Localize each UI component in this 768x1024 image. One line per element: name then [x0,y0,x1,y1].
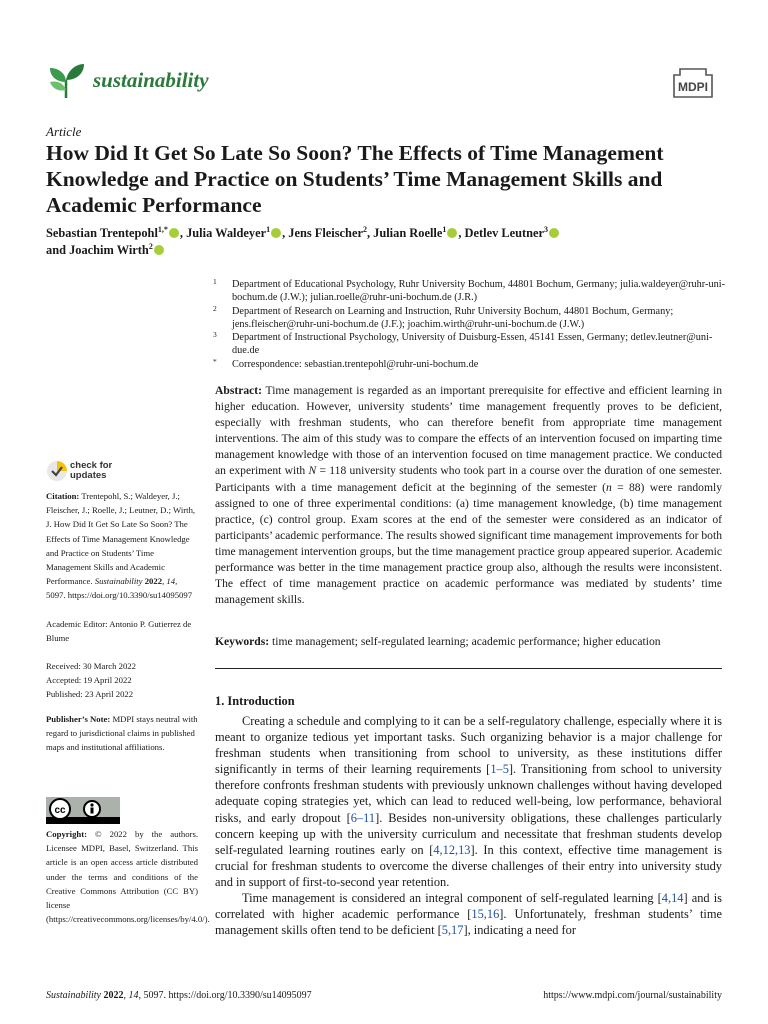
journal-logo-icon [46,60,86,100]
footer-citation: Sustainability 2022, 14, 5097. https://doi.org/10.3390/su14095097 [46,990,312,1001]
divider [215,668,722,669]
author-list: Sebastian Trentepohl$^{1,*}$ , Julia Waldeyer$^1$ , Jens Fleischer$^2$, Julian Roelle$^1$ , Detlev Leutner$^3$ and Joachim Wirth$^2$ [46,225,726,259]
citation-link[interactable]: 6–11 [350,810,376,825]
author-name: Julia Waldeyer [186,226,267,240]
article-info-sidebar [46,489,198,754]
svg-text:cc: cc [54,805,66,816]
footer-journal-url[interactable]: https://www.mdpi.com/journal/sustainability [543,990,722,1001]
published-date: Published: 23 April 2022 [46,689,134,700]
academic-editor: Academic Editor: Antonio P. Gutierrez de Blume [46,618,192,643]
affiliation-item: 3 Department of Instructional Psychology, University of Duisburg-Essen, 45141 Essen, Germany; detlev.leutner@uni-due.de [213,330,713,357]
author-name: Jens Fleischer [288,226,363,240]
affiliation-item: 2 Department of Research on Learning and Instruction, Ruhr University Bochum, 44801 Bochum, Germany; jens.fleischer@ruhr-uni-bochum.de (J.F.); joachim.wirth@ruhr-uni-bochum.de (J.W.) [213,303,674,330]
citation-link[interactable]: 4,14 [661,891,684,906]
citation-link[interactable]: 15,16 [471,907,500,922]
copyright-notice: Copyright: © 2022 by the authors. Licensee MDPI, Basel, Switzerland. This article is an open access article distributed under the terms and conditions of the Creative Commons Attribution (CC BY) license (https://creativecommons.org/licenses/by/4.0/). [46,829,210,925]
citation-info: Citation: Trentepohl, S.; Waldeyer, J.; Fleischer, J.; Roelle, J.; Leutner, D.; Wirth, J. How Did It Get So Late So Soon? The Effects of Time Management Knowledge and Practice on Students’ Time Management Skills and Academic Performance. Sustainability 2022, 14, 5097. https://doi.org/10.3390/su14095097 [46,491,196,601]
orcid-icon[interactable] [271,228,281,238]
abstract: Abstract: Time management is regarded as an important prerequisite for effective and efficient learning in higher education. However, university students’ time management frequently proves to be deficient, especially with freshman students, who can therefore benefit from appropriate time management interventions. The aim of this study was to compare the effects of an intervention focused on imparting time management knowledge with those of an intervention focused on time management practice. We conducted an experiment with N = 118 university students who took part in a course over the duration of one semester. Participants with a time management deficit at the beginning of the semester (n = 88) were randomly assigned to one of three experimental conditions: (a) time management knowledge, (b) time management practice, (c) control group. Exam scores at the end of the semester were considered as an indicator of participants’ academic performance. The results showed significant time management improvements for both time management intervention groups, but the time management practice group appeared superior. Academic performance was better in the time management practice group also, although the results were inconsistent. The effect of time management practice on academic performance was mediated by students’ time management skills. [215,384,723,607]
accepted-date: Accepted: 19 April 2022 [46,675,132,686]
article-type: Article [46,124,82,139]
section-heading: 1. Introduction [215,694,295,708]
keywords: Keywords: time management; self-regulated learning; academic performance; higher education [215,635,661,648]
correspondence-item: * Correspondence: sebastian.trentepohl@ruhr-uni-bochum.de [213,356,479,370]
check-updates-icon [46,460,68,482]
orcid-icon[interactable] [549,228,559,238]
author-name: Joachim Wirth [69,243,149,257]
paper-title: How Did It Get So Late So Soon? The Effects of Time Management Knowledge and Practice on Students’ Time Management Skills and Academic Performance [46,141,664,217]
mdpi-logo-icon [666,67,720,103]
affiliations [213,278,728,371]
orcid-icon[interactable] [169,228,179,238]
affiliation-item: 1 Department of Educational Psychology, Ruhr University Bochum, 44801 Bochum, Germany; julia.waldeyer@ruhr-uni-bochum.de (J.W.); julian.roelle@ruhr-uni-bochum.de (J.R.) [213,277,726,304]
journal-name: sustainability [93,68,209,92]
author-name: Detlev Leutner [464,226,545,240]
paragraph: Time management is considered an integral component of self-regulated learning [4,14] and is correlated with higher academic performance [15,16]. Unfortunately, freshman students’ time management skills often tend to be deficient [5,17], indicating a need for [215,891,722,938]
publisher-name: MDPI [678,80,708,94]
citation-link[interactable]: 1–5 [490,762,509,777]
orcid-icon[interactable] [154,245,164,255]
citation-link[interactable]: 5,17 [441,923,464,938]
received-date: Received: 30 March 2022 [46,661,136,672]
publisher-note: Publisher’s Note: MDPI stays neutral with regard to jurisdictional claims in published maps and institutional affiliations. [46,713,198,753]
check-for-updates-button[interactable]: check for updates [46,460,166,486]
paragraph: Creating a schedule and complying to it can be a self-regulatory challenge, especially where it is meant to organize tedious yet important tasks. Such organizing behavior is a major challenge for freshman students when transitioning from school to university, as these institutions differ significantly in terms of their learning requirements [1–5]. Transitioning from school to university therefore confronts freshman students with previously unknown challenges without having developed adequate coping strategies yet, which can lead to reduced well-being, low performance, behavioral risks, and early dropout [6–11]. Besides non-university obligations, these challenges particularly concern keeping up with the university curriculum and necessitate that freshman students develop self-regulated learning routines early on [4,12,13]. In this context, effective time management is crucial for freshman students to overcome the diverse challenges of their entry into university study and in support of first-to-second year retention. [215,714,722,889]
author-name: Julian Roelle [373,226,443,240]
orcid-icon[interactable] [447,228,457,238]
introduction-body [215,713,722,938]
cc-by-license-icon[interactable] [46,797,120,824]
citation-link[interactable]: 4,12,13 [433,842,471,857]
author-name: Sebastian Trentepohl [46,226,158,240]
